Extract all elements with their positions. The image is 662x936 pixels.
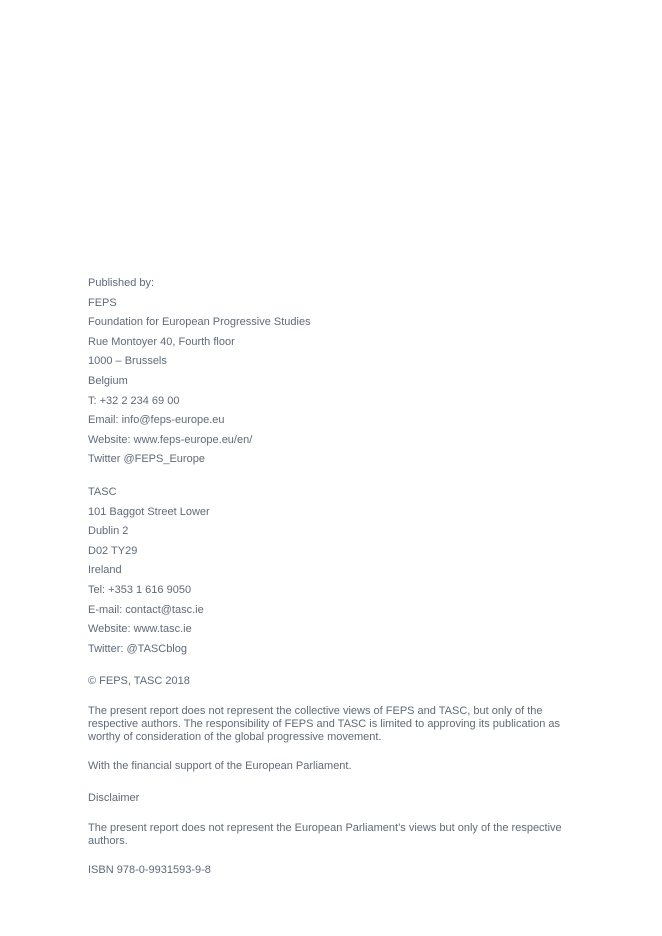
responsibility-notice: The present report does not represent the collective views of FEPS and TASC, but only of the respective authors. The responsibility of FEPS and TASC is limited to approving its publication as worthy of consideration of the global progressive movement. <box>88 704 561 743</box>
copublisher-block <box>88 483 578 659</box>
copublisher-name: TASC <box>88 485 117 498</box>
publisher-street: Rue Montoyer 40, Fourth floor <box>88 335 235 348</box>
disclaimer-text: The present report does not represent the European Parliament’s views but only of the respective authors. <box>88 822 562 848</box>
publisher-website: Website: www.feps-europe.eu/en/ <box>88 433 253 446</box>
isbn-line: ISBN 978-0-9931593-9-8 <box>88 864 211 877</box>
copublisher-twitter: Twitter: @TASCblog <box>88 642 187 655</box>
publisher-full-name: Foundation for European Progressive Studies <box>88 316 311 329</box>
published-by-label: Published by: <box>88 277 155 289</box>
copublisher-phone: Tel: +353 1 616 9050 <box>88 583 192 596</box>
financial-support-note: With the financial support of the European Parliament. <box>88 759 352 772</box>
imprint-page <box>88 274 578 881</box>
publisher-short-name: FEPS <box>88 296 117 309</box>
copublisher-email: E-mail: contact@tasc.ie <box>88 603 204 616</box>
copublisher-city: Dublin 2 <box>88 525 129 538</box>
publisher-city: 1000 – Brussels <box>88 355 167 368</box>
copublisher-postcode: D02 TY29 <box>88 544 138 557</box>
disclaimer-heading: Disclaimer <box>88 792 140 805</box>
copublisher-country: Ireland <box>88 564 122 577</box>
copyright-line: © FEPS, TASC 2018 <box>88 675 190 688</box>
publisher-twitter: Twitter @FEPS_Europe <box>88 453 205 466</box>
copublisher-website: Website: www.tasc.ie <box>88 623 192 636</box>
publisher-country: Belgium <box>88 374 128 387</box>
publisher-phone: T: +32 2 234 69 00 <box>88 394 180 407</box>
copublisher-street: 101 Baggot Street Lower <box>88 505 210 518</box>
publisher-block <box>88 274 578 470</box>
publisher-email: Email: info@feps-europe.eu <box>88 414 225 427</box>
